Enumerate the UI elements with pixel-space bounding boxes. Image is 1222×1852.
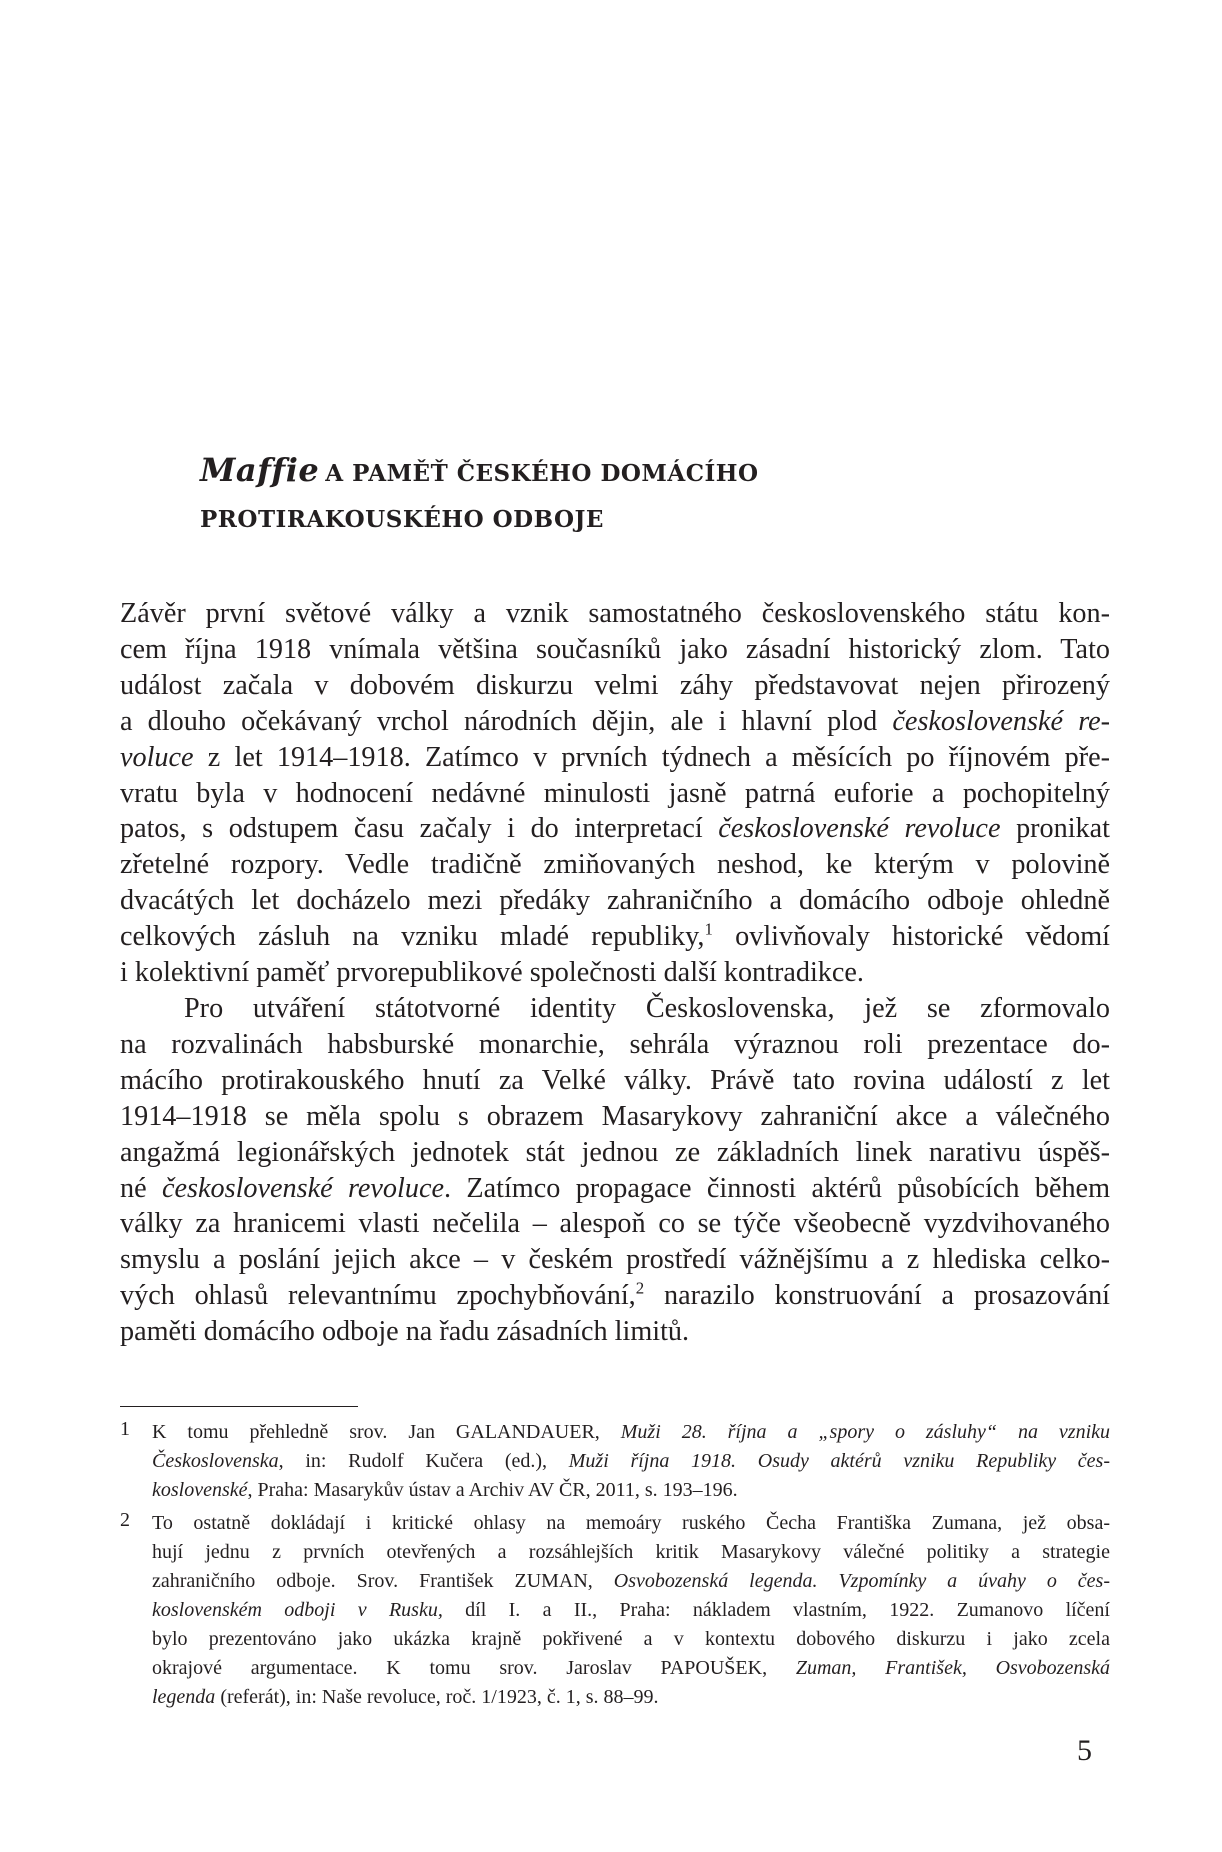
text-line: dvacátých let docházelo mezi předáky zahraničního a domácího odboje ohledně <box>120 885 1110 917</box>
text-line: smyslu a poslání jejich akce – v českém prostředí vážnějšímu a z hlediska celko- <box>120 1244 1110 1276</box>
chapter-title-italic-word: Maffie <box>200 451 320 489</box>
text-line: i kolektivní paměť prvorepublikové společnosti další kontradikce. <box>120 957 864 989</box>
footnote-line: koslovenské, Praha: Masarykův ústav a Archiv AV ČR, 2011, s. 193–196. <box>152 1479 738 1501</box>
footnote-ref-2[interactable]: 2 <box>635 1278 645 1298</box>
chapter-title <box>200 448 1000 542</box>
paragraph-1 <box>120 596 1110 991</box>
text-line: války za hranicemi vlasti nečelila – alespoň co se týče všeobecně vyzdvihovaného <box>120 1208 1110 1240</box>
text-line: celkových zásluh na vzniku mladé republiky,$^1$ ovlivňovaly historické vědomí <box>120 919 1110 953</box>
text-line: Závěr první světové války a vznik samostatného československého státu kon- <box>120 598 1110 629</box>
text-line: patos, s odstupem času začaly i do interpretací československé revoluce pronikat <box>120 813 1110 845</box>
text-line: paměti domácího odboje na řadu zásadních limitů. <box>120 1316 690 1348</box>
paragraph-2 <box>120 991 1110 1350</box>
footnote-divider <box>120 1406 358 1407</box>
chapter-title-line-2: PROTIRAKOUSKÉHO ODBOJE <box>200 506 604 533</box>
body-text <box>120 596 1110 1350</box>
chapter-title-caps: A PAMĚŤ ČESKÉHO DOMÁCÍHO <box>325 460 759 487</box>
text-line: voluce z let 1914–1918. Zatímco v prvních týdnech a měsících po říjnovém pře- <box>120 741 1110 773</box>
text-line: a dlouho očekávaný vrchol národních dějin, ale i hlavní plod československé re- <box>120 705 1111 737</box>
footnote-line: zahraničního odboje. Srov. František ZUMAN, Osvobozenská legenda. Vzpomínky a úvahy o čes- <box>152 1570 1110 1592</box>
footnote-line: bylo prezentováno jako ukázka krajně pokřivené a v kontextu dobového diskurzu i jako zcela <box>152 1628 1110 1650</box>
text-line: událost začala v dobovém diskurzu velmi záhy představovat nejen přirozený <box>120 669 1110 701</box>
text-line: né československé revoluce. Zatímco propagace činnosti aktérů působících během <box>120 1172 1110 1204</box>
text-line: mácího protirakouského hnutí za Velké války. Právě tato rovina událostí z let <box>120 1064 1110 1096</box>
page-number: 5 <box>1077 1734 1092 1767</box>
footnote-line: To ostatně dokládají i kritické ohlasy na memoáry ruského Čecha Františka Zumana, jež obsa- <box>152 1512 1110 1534</box>
footnote-line: K tomu přehledně srov. Jan GALANDAUER, Muži 28. října a „spory o zásluhy“ na vzniku <box>152 1421 1110 1443</box>
footnote-1 <box>120 1418 1110 1505</box>
text-line: cem října 1918 vnímala většina současníků jako zásadní historický zlom. Tato <box>120 633 1110 665</box>
text-line: 1914–1918 se měla spolu s obrazem Masarykovy zahraniční akce a válečného <box>120 1100 1110 1132</box>
text-line: na rozvalinách habsburské monarchie, sehrála výraznou roli prezentace do- <box>120 1028 1110 1060</box>
text-line: angažmá legionářských jednotek stát jednou ze základních linek narativu úspěš- <box>120 1136 1110 1168</box>
text-line: Pro utváření státotvorné identity Československa, jež se zformovalo <box>184 992 1110 1024</box>
footnote-line: legenda (referát), in: Naše revoluce, roč. 1/1923, č. 1, s. 88–99. <box>152 1686 659 1708</box>
footnote-2 <box>120 1509 1110 1712</box>
text-line: zřetelné rozpory. Vedle tradičně zmiňovaných neshod, ke kterým v polovině <box>120 849 1110 881</box>
footnote-line: okrajové argumentace. K tomu srov. Jaroslav PAPOUŠEK, Zuman, František, Osvobozenská <box>152 1657 1111 1679</box>
footnote-line: Československa, in: Rudolf Kučera (ed.), Muži října 1918. Osudy aktérů vzniku Republiky čes- <box>152 1450 1110 1472</box>
text-line: vých ohlasů relevantnímu zpochybňování,$^2$ narazilo konstruování a prosazování <box>120 1278 1111 1312</box>
text-line: vratu byla v hodnocení nedávné minulosti jasně patrná euforie a pochopitelný <box>120 777 1110 809</box>
chapter-title-line-1 <box>200 448 1000 498</box>
footnote-ref-1[interactable]: 1 <box>704 919 713 939</box>
footnote-line: hují jednu z prvních otevřených a rozsáhlejších kritik Masarykovy válečné politiky a strategie <box>152 1541 1110 1563</box>
footnotes <box>120 1418 1110 1716</box>
footnote-line: koslovenském odboji v Rusku, díl I. a II., Praha: nákladem vlastním, 1922. Zumanovo líčení <box>152 1599 1110 1621</box>
footnote-number: 2 <box>120 1509 130 1531</box>
footnote-number: 1 <box>120 1418 130 1440</box>
